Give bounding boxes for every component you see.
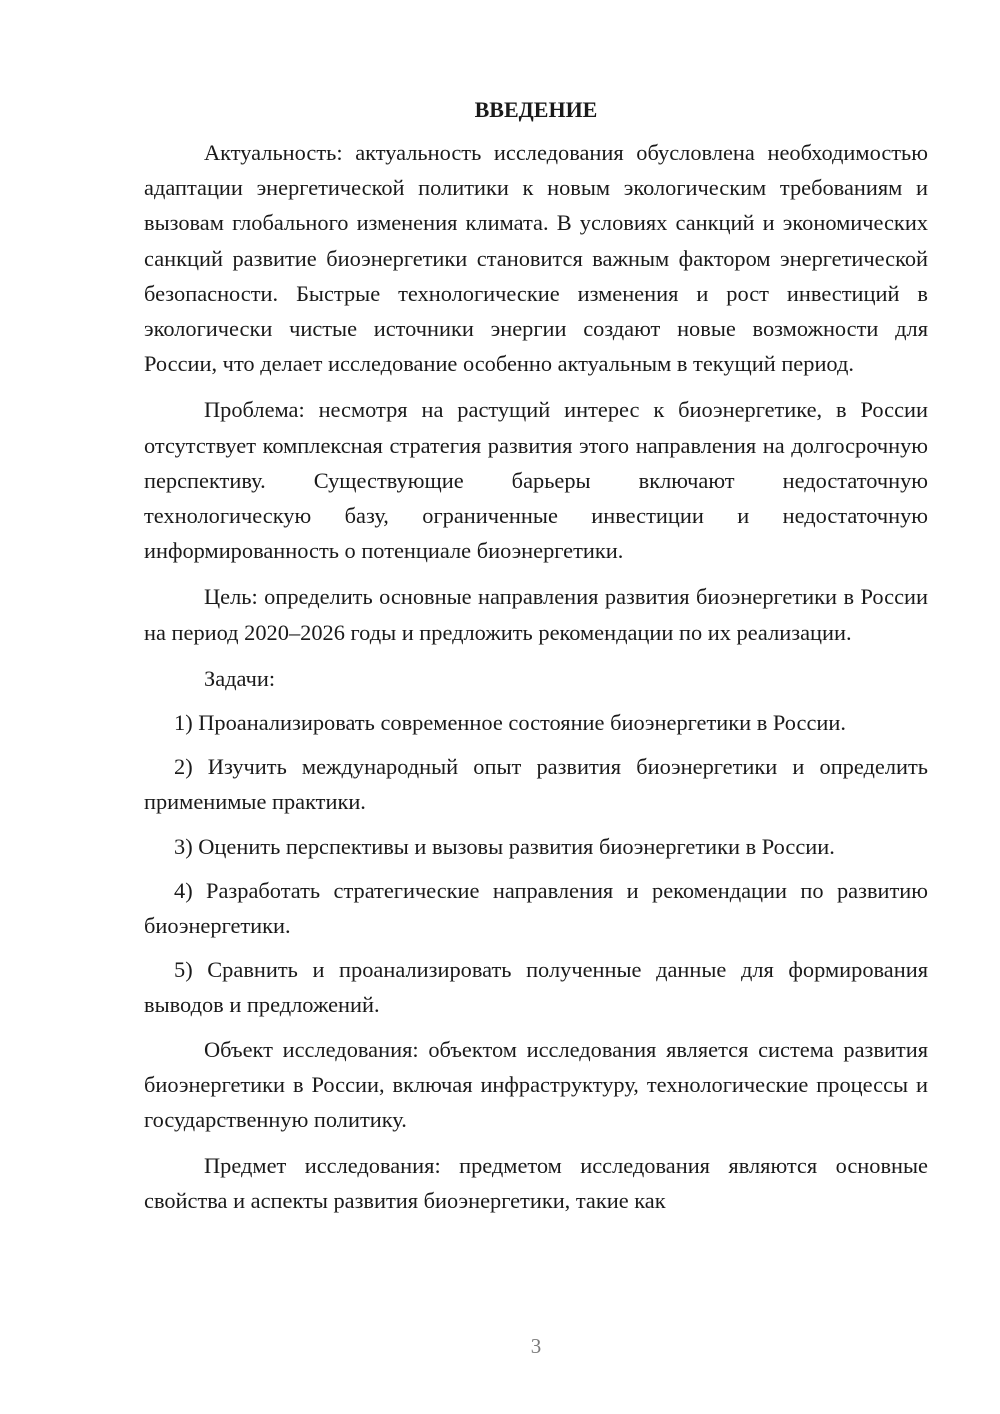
- problem-paragraph: Проблема: несмотря на растущий интерес к биоэнергетике, в России отсутствует комплексная стратегия развития этого направления на долгосрочную перспективу. Существующие барьеры включают недостаточную технологическую базу, ограниченные инвестиции и недостаточную информированность о потенциале биоэнергетики.: [144, 397, 928, 564]
- goal-paragraph: Цель: определить основные направления развития биоэнергетики в России на период 2020–2026 годы и предложить рекомендации по их реализации.: [144, 584, 928, 645]
- task-item: 5) Сравнить и проанализировать полученные данные для формирования выводов и предложений.: [144, 957, 928, 1018]
- page-content: [144, 93, 928, 1230]
- page-number: 3: [530, 1334, 542, 1358]
- section-heading: ВВЕДЕНИЕ: [474, 97, 598, 122]
- relevance-paragraph: Актуальность: актуальность исследования обусловлена необходимостью адаптации энергетической политики к новым экологическим требованиям и вызовам глобального изменения климата. В условиях санкций и экономических санкций развитие биоэнергетики становится важным фактором энергетической безопасности. Быстрые технологические изменения и рост инвестиций в экологически чистые источники энергии создают новые возможности для России, что делает исследование особенно актуальным в текущий период.: [144, 140, 928, 377]
- task-item: 3) Оценить перспективы и вызовы развития биоэнергетики в России.: [174, 833, 835, 859]
- tasks-label: Задачи:: [204, 665, 276, 691]
- task-item: 4) Разработать стратегические направления и рекомендации по развитию биоэнергетики.: [144, 877, 928, 939]
- task-item: 1) Проанализировать современное состояние биоэнергетики в России.: [174, 710, 846, 736]
- object-paragraph: Объект исследования: объектом исследования является система развития биоэнергетики в России, включая инфраструктуру, технологические процессы и государственную политику.: [144, 1036, 928, 1133]
- task-item: 2) Изучить международный опыт развития биоэнергетики и определить применимые практики.: [144, 754, 928, 815]
- subject-paragraph: Предмет исследования: предметом исследования являются основные свойства и аспекты развития биоэнергетики, такие как: [144, 1153, 928, 1214]
